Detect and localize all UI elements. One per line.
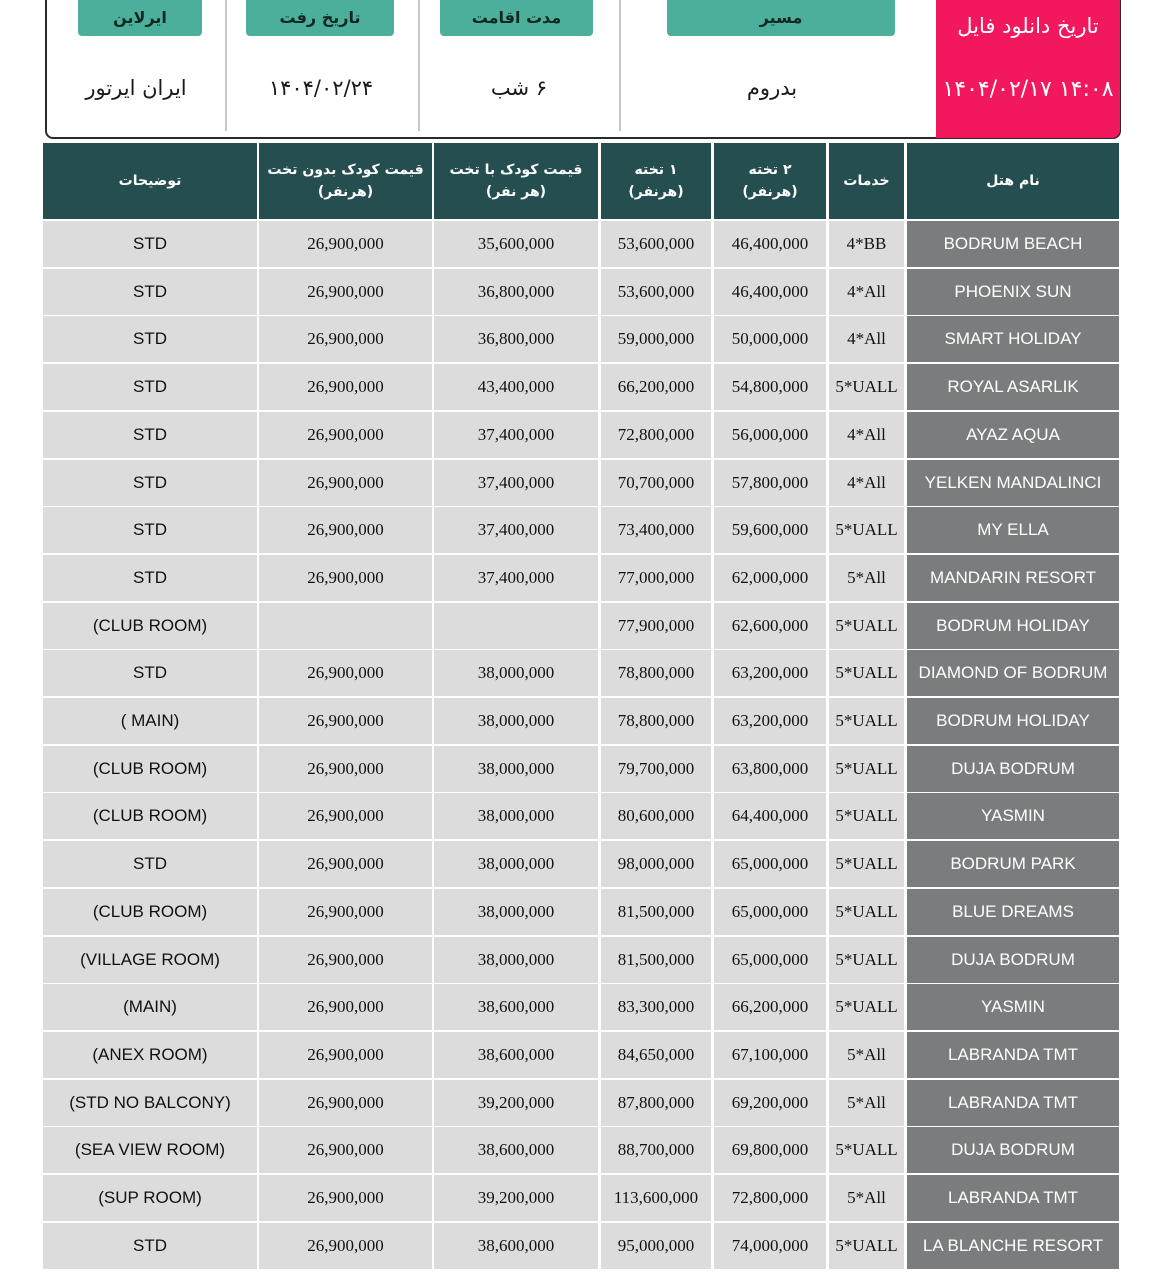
single-price-cell: 59,000,000 xyxy=(601,316,711,362)
child-bed-price-cell: 43,400,000 xyxy=(434,364,598,410)
double-price-cell: 63,200,000 xyxy=(714,698,826,744)
single-price-cell: 81,500,000 xyxy=(601,937,711,983)
table-row xyxy=(43,460,1120,506)
note-cell: STD xyxy=(43,221,257,267)
child-bed-price-cell: 37,400,000 xyxy=(434,412,598,458)
single-price-cell: 78,800,000 xyxy=(601,698,711,744)
service-cell: 5*UALL xyxy=(829,603,904,649)
col-hotel-label: نام هتل xyxy=(986,173,1040,189)
child-nobed-price-cell: 26,900,000 xyxy=(259,316,432,362)
single-price-cell: 77,000,000 xyxy=(601,555,711,601)
single-price-cell: 78,800,000 xyxy=(601,650,711,696)
child-bed-price-cell: 39,200,000 xyxy=(434,1080,598,1126)
download-date-value: ۱۴:۰۸ ۱۴۰۴/۰۲/۱۷ xyxy=(942,77,1114,102)
table-row xyxy=(43,269,1120,315)
double-price-cell: 50,000,000 xyxy=(714,316,826,362)
col-child-nobed-sub: (هرنفر) xyxy=(317,184,374,200)
table-row xyxy=(43,507,1120,553)
table-row xyxy=(43,364,1120,410)
col-child-nobed-label: قیمت کودک بدون تخت xyxy=(267,162,424,178)
service-cell: 5*UALL xyxy=(829,364,904,410)
child-bed-price-cell: 37,400,000 xyxy=(434,460,598,506)
col-single-sub: (هرنفر) xyxy=(628,184,684,200)
note-cell: STD xyxy=(43,1223,257,1269)
double-price-cell: 46,400,000 xyxy=(714,221,826,267)
child-nobed-price-cell: 26,900,000 xyxy=(259,937,432,983)
service-cell: 5*UALL xyxy=(829,841,904,887)
table-row xyxy=(43,555,1120,601)
double-price-cell: 65,000,000 xyxy=(714,937,826,983)
hotel-name-cell: LA BLANCHE RESORT xyxy=(907,1223,1119,1269)
table-row xyxy=(43,1080,1120,1126)
child-bed-price-cell: 38,600,000 xyxy=(434,1127,598,1173)
service-cell: 5*UALL xyxy=(829,698,904,744)
divider xyxy=(225,0,227,131)
double-price-cell: 65,000,000 xyxy=(714,889,826,935)
divider xyxy=(619,0,621,131)
col-notes xyxy=(43,143,257,219)
double-price-cell: 69,200,000 xyxy=(714,1080,826,1126)
col-child-bed-sub: (هر نفر) xyxy=(485,184,547,200)
single-price-cell: 80,600,000 xyxy=(601,793,711,839)
child-bed-price-cell: 38,600,000 xyxy=(434,1223,598,1269)
service-cell: 5*UALL xyxy=(829,1127,904,1173)
hotel-name-cell: LABRANDA TMT xyxy=(907,1032,1119,1078)
note-cell: (ANEX ROOM) xyxy=(43,1032,257,1078)
table-row xyxy=(43,889,1120,935)
service-cell: 5*UALL xyxy=(829,889,904,935)
hotel-name-cell: BODRUM HOLIDAY xyxy=(907,603,1119,649)
single-price-cell: 77,900,000 xyxy=(601,603,711,649)
table-row xyxy=(43,984,1120,1030)
hotel-name-cell: BODRUM HOLIDAY xyxy=(907,698,1119,744)
table-row xyxy=(43,603,1120,649)
table-row xyxy=(43,841,1120,887)
service-cell: 4*All xyxy=(829,269,904,315)
double-price-cell: 66,200,000 xyxy=(714,984,826,1030)
double-price-cell: 72,800,000 xyxy=(714,1175,826,1221)
col-child-nobed xyxy=(259,143,432,219)
child-nobed-price-cell: 26,900,000 xyxy=(259,507,432,553)
airline-value: ایران ایرتور xyxy=(85,76,187,100)
child-bed-price-cell: 36,800,000 xyxy=(434,269,598,315)
double-price-cell: 69,800,000 xyxy=(714,1127,826,1173)
child-nobed-price-cell: 26,900,000 xyxy=(259,412,432,458)
child-nobed-price-cell xyxy=(259,603,432,649)
double-price-cell: 63,800,000 xyxy=(714,746,826,792)
note-cell: (CLUB ROOM) xyxy=(43,603,257,649)
service-cell: 4*All xyxy=(829,316,904,362)
col-child-bed-label: قیمت کودک با تخت xyxy=(449,162,583,178)
col-notes-label: توضیحات xyxy=(118,173,182,189)
note-cell: STD xyxy=(43,555,257,601)
service-cell: 5*All xyxy=(829,1080,904,1126)
child-nobed-price-cell: 26,900,000 xyxy=(259,221,432,267)
col-child-bed xyxy=(434,143,598,219)
table-row xyxy=(43,746,1120,792)
service-cell: 5*UALL xyxy=(829,793,904,839)
service-cell: 5*All xyxy=(829,1032,904,1078)
stay-duration-label: مدت اقامت xyxy=(440,0,593,36)
single-price-cell: 79,700,000 xyxy=(601,746,711,792)
single-price-cell: 53,600,000 xyxy=(601,221,711,267)
service-cell: 5*UALL xyxy=(829,507,904,553)
col-double xyxy=(714,143,826,219)
service-cell: 5*UALL xyxy=(829,984,904,1030)
download-date-box xyxy=(936,0,1120,138)
table-row xyxy=(43,1223,1120,1269)
note-cell: STD xyxy=(43,412,257,458)
col-single-label: ۱ تخته xyxy=(634,162,678,178)
table-row xyxy=(43,412,1120,458)
departure-date-value: ۱۴۰۴/۰۲/۲۴ xyxy=(268,76,374,100)
hotel-name-cell: BLUE DREAMS xyxy=(907,889,1119,935)
table-row xyxy=(43,316,1120,362)
route-label: مسیر xyxy=(667,0,895,36)
note-cell: (SEA VIEW ROOM) xyxy=(43,1127,257,1173)
child-bed-price-cell: 37,400,000 xyxy=(434,507,598,553)
table-row xyxy=(43,650,1120,696)
hotel-name-cell: MY ELLA xyxy=(907,507,1119,553)
single-price-cell: 84,650,000 xyxy=(601,1032,711,1078)
single-price-cell: 83,300,000 xyxy=(601,984,711,1030)
hotel-name-cell: DUJA BODRUM xyxy=(907,746,1119,792)
child-nobed-price-cell: 26,900,000 xyxy=(259,889,432,935)
note-cell: ( MAIN) xyxy=(43,698,257,744)
note-cell: (STD NO BALCONY) xyxy=(43,1080,257,1126)
double-price-cell: 62,000,000 xyxy=(714,555,826,601)
table-row xyxy=(43,221,1120,267)
child-nobed-price-cell: 26,900,000 xyxy=(259,1080,432,1126)
note-cell: (MAIN) xyxy=(43,984,257,1030)
child-nobed-price-cell: 26,900,000 xyxy=(259,1032,432,1078)
hotel-name-cell: SMART HOLIDAY xyxy=(907,316,1119,362)
hotel-name-cell: BODRUM BEACH xyxy=(907,221,1119,267)
single-price-cell: 53,600,000 xyxy=(601,269,711,315)
service-cell: 5*All xyxy=(829,1175,904,1221)
col-services xyxy=(829,143,904,219)
note-cell: STD xyxy=(43,507,257,553)
hotel-name-cell: BODRUM PARK xyxy=(907,841,1119,887)
child-nobed-price-cell: 26,900,000 xyxy=(259,793,432,839)
note-cell: (CLUB ROOM) xyxy=(43,793,257,839)
hotel-name-cell: DIAMOND OF BODRUM xyxy=(907,650,1119,696)
single-price-cell: 88,700,000 xyxy=(601,1127,711,1173)
child-bed-price-cell: 35,600,000 xyxy=(434,221,598,267)
table-row xyxy=(43,1175,1120,1221)
child-nobed-price-cell: 26,900,000 xyxy=(259,364,432,410)
child-nobed-price-cell: 26,900,000 xyxy=(259,1223,432,1269)
hotel-name-cell: DUJA BODRUM xyxy=(907,1127,1119,1173)
single-price-cell: 113,600,000 xyxy=(601,1175,711,1221)
single-price-cell: 98,000,000 xyxy=(601,841,711,887)
child-nobed-price-cell: 26,900,000 xyxy=(259,698,432,744)
double-price-cell: 56,000,000 xyxy=(714,412,826,458)
hotel-name-cell: YASMIN xyxy=(907,984,1119,1030)
service-cell: 4*All xyxy=(829,460,904,506)
service-cell: 4*BB xyxy=(829,221,904,267)
child-bed-price-cell: 38,000,000 xyxy=(434,841,598,887)
note-cell: STD xyxy=(43,841,257,887)
service-cell: 5*All xyxy=(829,555,904,601)
child-nobed-price-cell: 26,900,000 xyxy=(259,555,432,601)
child-nobed-price-cell: 26,900,000 xyxy=(259,1175,432,1221)
table-row xyxy=(43,1032,1120,1078)
double-price-cell: 65,000,000 xyxy=(714,841,826,887)
hotel-name-cell: LABRANDA TMT xyxy=(907,1175,1119,1221)
note-cell: (CLUB ROOM) xyxy=(43,746,257,792)
note-cell: (VILLAGE ROOM) xyxy=(43,937,257,983)
child-bed-price-cell: 38,000,000 xyxy=(434,698,598,744)
note-cell: STD xyxy=(43,650,257,696)
service-cell: 5*UALL xyxy=(829,746,904,792)
child-bed-price-cell: 38,000,000 xyxy=(434,889,598,935)
child-bed-price-cell: 38,000,000 xyxy=(434,650,598,696)
departure-date-label: تاریخ رفت xyxy=(246,0,394,36)
child-nobed-price-cell: 26,900,000 xyxy=(259,650,432,696)
single-price-cell: 81,500,000 xyxy=(601,889,711,935)
note-cell: (CLUB ROOM) xyxy=(43,889,257,935)
service-cell: 4*All xyxy=(829,412,904,458)
single-price-cell: 87,800,000 xyxy=(601,1080,711,1126)
child-bed-price-cell: 36,800,000 xyxy=(434,316,598,362)
note-cell: (SUP ROOM) xyxy=(43,1175,257,1221)
child-bed-price-cell: 39,200,000 xyxy=(434,1175,598,1221)
single-price-cell: 95,000,000 xyxy=(601,1223,711,1269)
note-cell: STD xyxy=(43,269,257,315)
child-nobed-price-cell: 26,900,000 xyxy=(259,984,432,1030)
double-price-cell: 54,800,000 xyxy=(714,364,826,410)
service-cell: 5*UALL xyxy=(829,650,904,696)
hotel-name-cell: PHOENIX SUN xyxy=(907,269,1119,315)
child-nobed-price-cell: 26,900,000 xyxy=(259,460,432,506)
child-bed-price-cell: 38,000,000 xyxy=(434,937,598,983)
double-price-cell: 67,100,000 xyxy=(714,1032,826,1078)
child-nobed-price-cell: 26,900,000 xyxy=(259,841,432,887)
note-cell: STD xyxy=(43,364,257,410)
service-cell: 5*UALL xyxy=(829,937,904,983)
child-bed-price-cell: 37,400,000 xyxy=(434,555,598,601)
table-row xyxy=(43,937,1120,983)
child-nobed-price-cell: 26,900,000 xyxy=(259,746,432,792)
stay-duration-value: ۶ شب xyxy=(490,76,548,100)
col-services-label: خدمات xyxy=(843,173,890,189)
double-price-cell: 64,400,000 xyxy=(714,793,826,839)
table-row xyxy=(43,698,1120,744)
hotel-name-cell: YASMIN xyxy=(907,793,1119,839)
col-double-label: ۲ تخته xyxy=(748,162,792,178)
note-cell: STD xyxy=(43,460,257,506)
download-date-label: تاریخ دانلود فایل xyxy=(957,14,1099,38)
col-hotel xyxy=(907,143,1119,219)
child-bed-price-cell: 38,000,000 xyxy=(434,746,598,792)
note-cell: STD xyxy=(43,316,257,362)
hotel-name-cell: AYAZ AQUA xyxy=(907,412,1119,458)
child-bed-price-cell xyxy=(434,603,598,649)
double-price-cell: 57,800,000 xyxy=(714,460,826,506)
child-bed-price-cell: 38,600,000 xyxy=(434,984,598,1030)
single-price-cell: 72,800,000 xyxy=(601,412,711,458)
hotel-name-cell: LABRANDA TMT xyxy=(907,1080,1119,1126)
hotel-name-cell: DUJA BODRUM xyxy=(907,937,1119,983)
service-cell: 5*UALL xyxy=(829,1223,904,1269)
col-double-sub: (هرنفر) xyxy=(742,184,798,200)
double-price-cell: 62,600,000 xyxy=(714,603,826,649)
divider xyxy=(418,0,420,131)
route-value: بدروم xyxy=(746,76,798,100)
double-price-cell: 63,200,000 xyxy=(714,650,826,696)
child-bed-price-cell: 38,000,000 xyxy=(434,793,598,839)
child-bed-price-cell: 38,600,000 xyxy=(434,1032,598,1078)
col-single xyxy=(601,143,711,219)
child-nobed-price-cell: 26,900,000 xyxy=(259,269,432,315)
table-row xyxy=(43,793,1120,839)
airline-label: ایرلاین xyxy=(78,0,202,36)
single-price-cell: 73,400,000 xyxy=(601,507,711,553)
single-price-cell: 70,700,000 xyxy=(601,460,711,506)
child-nobed-price-cell: 26,900,000 xyxy=(259,1127,432,1173)
table-row xyxy=(43,1127,1120,1173)
single-price-cell: 66,200,000 xyxy=(601,364,711,410)
hotel-name-cell: YELKEN MANDALINCI xyxy=(907,460,1119,506)
double-price-cell: 59,600,000 xyxy=(714,507,826,553)
hotel-name-cell: MANDARIN RESORT xyxy=(907,555,1119,601)
double-price-cell: 74,000,000 xyxy=(714,1223,826,1269)
hotel-name-cell: ROYAL ASARLIK xyxy=(907,364,1119,410)
double-price-cell: 46,400,000 xyxy=(714,269,826,315)
